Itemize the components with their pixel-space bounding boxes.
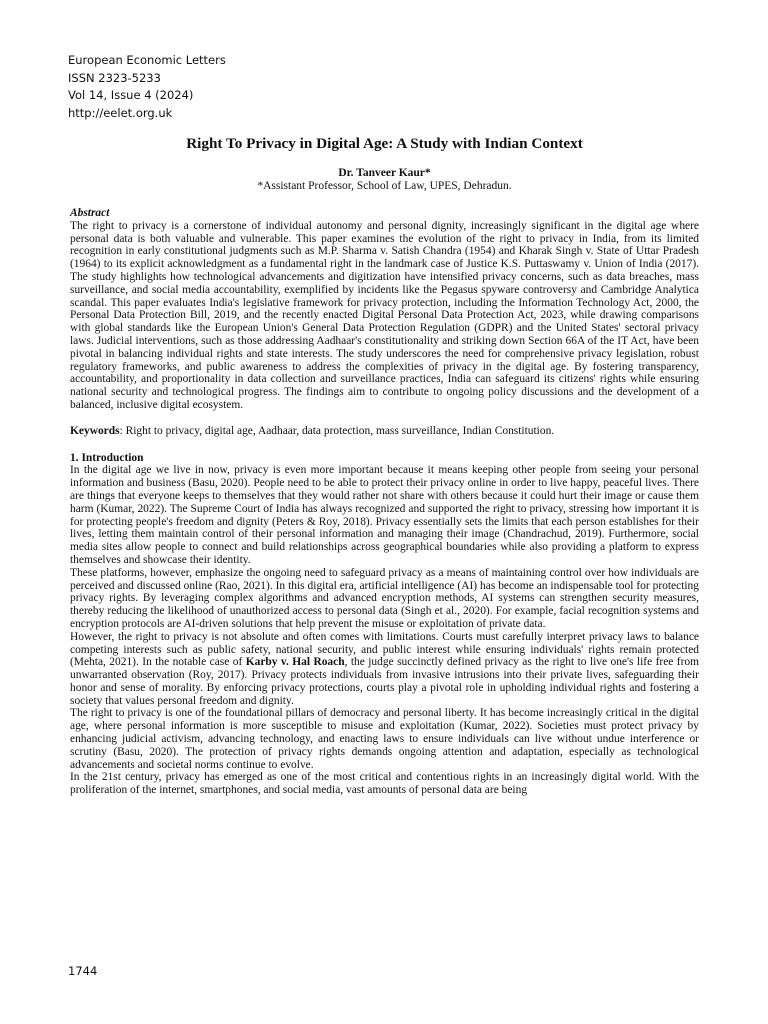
keywords-line [70, 425, 699, 438]
journal-volume: Vol 14, Issue 4 (2024) [68, 88, 194, 102]
intro-paragraph-5: In the 21st century, privacy has emerged as one of the most critical and contentious rights in an increasingly digital world. With the proliferation of the internet, smartphones, and social media, vast amounts of personal data are being [70, 771, 699, 797]
paper-title: Right To Privacy in Digital Age: A Study with Indian Context [186, 135, 583, 152]
journal-issn: ISSN 2323-5233 [68, 70, 161, 85]
author-affiliation: *Assistant Professor, School of Law, UPES, Dehradun. [257, 180, 512, 192]
journal-header [68, 52, 226, 122]
intro-paragraph-4: The right to privacy is one of the foundational pillars of democracy and personal liberty. It has become increasingly critical in the digital age, where personal information is more susceptible to misuse and exploitation (Kumar, 2022). Societies must protect privacy by enhancing judicial activism, advancing technology, and enacting laws to ensure individuals can live without undue interference or scrutiny (Basu, 2020). The protection of privacy rights demands ongoing attention and adaptation, especially as technological advancements and societal norms continue to evolve. [70, 707, 699, 771]
keywords-text: : Right to privacy, digital age, Aadhaar, data protection, mass surveillance, Indian Constitution. [119, 424, 555, 437]
section-heading-introduction: 1. Introduction [70, 451, 144, 464]
paper-author: Dr. Tanveer Kaur* [338, 167, 431, 179]
page-number: 1744 [68, 964, 98, 978]
intro-p3-after: , the judge succinctly defined privacy as the right to live one's life free from unwarranted observation (Roy, 2017). Privacy protects individuals from invasive intrusions into their private lives, safeguarding their honor and sense of morality. By enforcing privacy protections, courts play a pivotal role in upholding individual rights and fostering a society that values personal freedom and dignity. [70, 656, 699, 707]
paper-body [70, 134, 699, 797]
intro-paragraph-3 [70, 631, 699, 708]
abstract-heading: Abstract [70, 207, 110, 219]
abstract-text: The right to privacy is a cornerstone of individual autonomy and personal dignity, increasingly significant in the digital age where personal data is both valuable and vulnerable. This paper examines the evolution of the right to privacy in India, from its limited recognition in early constitutional judgments such as M.P. Sharma v. Satish Chandra (1954) and Kharak Singh v. State of Uttar Pradesh (1964) to its explicit acknowledgment as a fundamental right in the landmark case of Justice K.S. Puttaswamy v. Union of India (2017). The study highlights how technological advancements and digitization have intensified privacy concerns, such as data breaches, mass surveillance, and social media accountability, exemplified by incidents like the Pegasus spyware controversy and Cambridge Analytica scandal. This paper evaluates India's legislative framework for privacy protection, including the Information Technology Act, 2000, the Personal Data Protection Bill, 2019, and the recently enacted Digital Personal Data Protection Act, 2023, while drawing comparisons with global standards like the European Union's General Data Protection Regulation (GDPR) and the United States' sectoral privacy laws. Judicial interventions, such as those addressing Aadhaar's constitutionality and striking down Section 66A of the IT Act, have been pivotal in balancing individual rights and state interests. The study underscores the need for comprehensive privacy legislation, robust regulatory frameworks, and public awareness to address the complexities of privacy in the digital age. By fostering transparency, accountability, and proportionality in data collection and surveillance practices, India can safeguard its citizens' rights while ensuring national security and technological progress. The findings aim to contribute to ongoing policy discussions and the development of a balanced, inclusive digital ecosystem. [70, 219, 699, 411]
intro-p3-before: However, the right to privacy is not absolute and often comes with limitations. Courts must carefully interpret privacy laws to balance competing interests such as public safety, national security, and public interest while ensuring individuals' rights remain protected (Mehta, 2021). In the notable case of [70, 630, 699, 669]
intro-paragraph-2: These platforms, however, emphasize the ongoing need to safeguard privacy as a means of maintaining control over how individuals are perceived and discussed online (Rao, 2021). In this digital era, artificial intelligence (AI) has become an indispensable tool for protecting privacy rights. By leveraging complex algorithms and advanced encryption methods, AI systems can strengthen security measures, thereby reducing the likelihood of unauthorized access to personal data (Singh et al., 2020). For example, facial recognition systems and encryption protocols are AI-driven solutions that help prevent the misuse or exploitation of private data. [70, 566, 699, 630]
journal-name: European Economic Letters [68, 53, 226, 67]
keywords-label: Keywords [70, 424, 120, 437]
intro-paragraph-1: In the digital age we live in now, privacy is even more important because it means keeping other people from seeing your personal information and business (Basu, 2020). People need to be able to protect their privacy online in order to live happy, peaceful lives. There are things that everyone keeps to themselves that they would rather not share with others because it could hurt their image or cause them harm (Kumar, 2022). The Supreme Court of India has always recognized and supported the right to privacy, stressing how important it is for protecting people's freedom and dignity (Peters & Roy, 2018). Privacy essentially sets the limits that each person establishes for their lives, letting them maintain control of their personal information and managing their image (Chandrachud, 2019). Furthermore, social media sites allow people to connect and build relationships across geographical boundaries while also providing a platform to express themselves and showcase their identity. [70, 464, 699, 566]
case-name-bold: Karby v. Hal Roach [245, 656, 345, 669]
journal-url[interactable]: http://eelet.org.uk [68, 105, 173, 120]
